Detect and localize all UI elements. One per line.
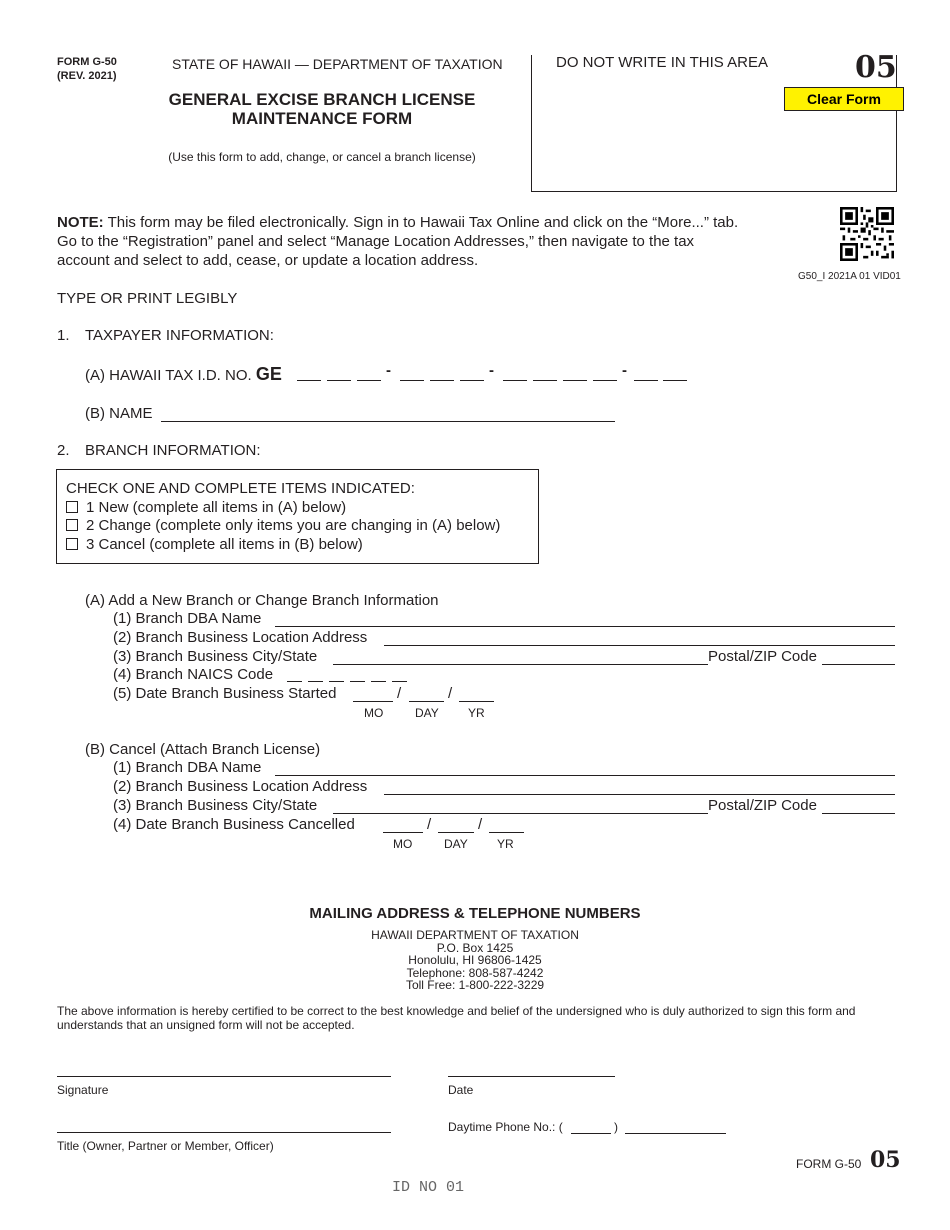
partB-date-label: (4) Date Branch Business Cancelled [113, 816, 355, 833]
partA-address-label: (2) Branch Business Location Address [113, 629, 368, 646]
option-new-label: 1 New (complete all items in (A) below) [86, 499, 347, 516]
qr-code-caption: G50_I 2021A 01 VID01 [798, 271, 901, 282]
partA-address-input[interactable] [384, 645, 895, 646]
partA-date-slash-2: / [448, 685, 453, 702]
type-or-print: TYPE OR PRINT LEGIBLY [57, 290, 238, 307]
partB-dba-input[interactable] [275, 775, 895, 776]
signature-input[interactable] [57, 1076, 391, 1077]
mailing-address [275, 929, 675, 992]
partA-mo-label: MO [364, 706, 384, 720]
partA-date-label: (5) Date Branch Business Started [113, 685, 337, 702]
partB-date-slash-2: / [478, 816, 483, 833]
partB-day-label: DAY [444, 837, 468, 851]
partA-dba-input[interactable] [275, 626, 895, 627]
partB-mo-label: MO [393, 837, 413, 851]
do-not-write-label: DO NOT WRITE IN THIS AREA [556, 54, 768, 71]
partA-postal-input[interactable] [822, 664, 895, 665]
note-text-1: This form may be filed electronically. Sign in to Hawaii Tax Online and click on the “More...” tab. [107, 214, 739, 231]
partB-dba-label: (1) Branch DBA Name [113, 759, 262, 776]
title-input[interactable] [57, 1132, 391, 1133]
mailing-line-pobox: P.O. Box 1425 [436, 940, 514, 955]
partA-dba-label: (1) Branch DBA Name [113, 610, 262, 627]
partB-postal-label: Postal/ZIP Code [708, 797, 817, 814]
section2-number: 2. [57, 442, 70, 459]
mailing-line-city: Honolulu, HI 96806-1425 [408, 953, 542, 967]
tax-id-input[interactable] [297, 364, 697, 386]
section1-number: 1. [57, 327, 70, 344]
tax-id-row [85, 364, 282, 385]
tax-id-prefix: GE [255, 364, 282, 384]
phone-label: Daytime Phone No.: ( [448, 1120, 563, 1134]
date-input[interactable] [448, 1076, 615, 1077]
footer-form-label: FORM G-50 [796, 1157, 862, 1171]
tax-id-dash-3: - [622, 362, 627, 379]
mailing-line-dept: HAWAII DEPARTMENT OF TAXATION [371, 928, 579, 942]
option-change-label: 2 Change (complete only items you are changing in (A) below) [86, 517, 501, 534]
partB-date-slash-1: / [427, 816, 432, 833]
clear-form-button[interactable]: Clear Form [784, 87, 904, 111]
note-line2: Go to the “Registration” panel and select “Manage Location Addresses,” then navigate to the tax [57, 233, 695, 250]
agency-name: STATE OF HAWAII — DEPARTMENT OF TAXATION [172, 56, 503, 72]
qr-code-icon [840, 207, 894, 261]
certification-line2: understands that an unsigned form will not be accepted. [57, 1018, 355, 1032]
phone-paren-close: ) [614, 1120, 618, 1134]
form-number-top: 05 [855, 50, 897, 85]
partA-naics-label: (4) Branch NAICS Code [113, 666, 274, 683]
option-change-checkbox[interactable] [66, 519, 78, 531]
partA-date-month[interactable] [353, 701, 393, 702]
name-label: (B) NAME [85, 405, 153, 422]
form-id: FORM G-50 [57, 56, 117, 68]
signature-label: Signature [57, 1083, 109, 1097]
date-label: Date [448, 1083, 474, 1097]
partB-city-input[interactable] [333, 813, 708, 814]
partB-date-year[interactable] [489, 832, 524, 833]
partA-date-day[interactable] [409, 701, 444, 702]
partA-date-slash-1: / [397, 685, 402, 702]
partB-city-label: (3) Branch Business City/State [113, 797, 318, 814]
phone-area-code-input[interactable] [571, 1133, 611, 1134]
certification-line1: The above information is hereby certified to be correct to the best knowledge and belief of the undersigned who is duly authorized to sign this form and [57, 1004, 856, 1018]
mailing-line-phone: Telephone: 808-587-4242 [406, 965, 544, 980]
tax-id-label: (A) HAWAII TAX I.D. NO. [85, 367, 252, 384]
partB-date-day[interactable] [438, 832, 474, 833]
partB-address-input[interactable] [384, 794, 895, 795]
partB-address-label: (2) Branch Business Location Address [113, 778, 368, 795]
do-not-write-area [531, 55, 897, 192]
option-new[interactable] [66, 499, 346, 516]
section1-heading: TAXPAYER INFORMATION: [85, 327, 274, 344]
partA-postal-label: Postal/ZIP Code [708, 648, 817, 665]
partA-city-input[interactable] [333, 664, 708, 665]
form-title-line1: GENERAL EXCISE BRANCH LICENSE [168, 90, 476, 109]
partA-yr-label: YR [468, 706, 485, 720]
form-subtitle: (Use this form to add, change, or cancel a branch license) [168, 150, 476, 164]
note-line3: account and select to add, cease, or update a location address. [57, 252, 479, 269]
form-title-line2: MAINTENANCE FORM [231, 109, 413, 128]
form-revision: (REV. 2021) [57, 70, 117, 82]
option-cancel-label: 3 Cancel (complete all items in (B) below) [86, 536, 363, 553]
check-one-heading: CHECK ONE AND COMPLETE ITEMS INDICATED: [66, 480, 415, 497]
partB-yr-label: YR [497, 837, 514, 851]
section2-heading: BRANCH INFORMATION: [85, 442, 261, 459]
mailing-heading: MAILING ADDRESS & TELEPHONE NUMBERS [309, 905, 641, 922]
note-label: NOTE: [57, 214, 104, 231]
partB-date-month[interactable] [383, 832, 423, 833]
mailing-line-tollfree: Toll Free: 1-800-222-3229 [405, 978, 545, 992]
id-number: ID NO 01 [392, 1179, 465, 1196]
tax-id-dash-1: - [386, 362, 391, 379]
title-label: Title (Owner, Partner or Member, Officer) [57, 1139, 274, 1153]
option-change[interactable] [66, 517, 500, 534]
partA-naics-input[interactable] [287, 666, 417, 684]
phone-number-input[interactable] [625, 1133, 726, 1134]
tax-id-dash-2: - [489, 362, 494, 379]
option-new-checkbox[interactable] [66, 501, 78, 513]
name-input[interactable] [161, 421, 615, 422]
option-cancel-checkbox[interactable] [66, 538, 78, 550]
partA-date-year[interactable] [459, 701, 494, 702]
option-cancel[interactable] [66, 536, 363, 553]
note-line1 [57, 214, 738, 231]
partA-day-label: DAY [415, 706, 439, 720]
partB-postal-input[interactable] [822, 813, 895, 814]
partB-heading: (B) Cancel (Attach Branch License) [85, 741, 321, 758]
footer-form-number: 05 [870, 1147, 901, 1173]
partA-heading: (A) Add a New Branch or Change Branch Information [85, 592, 439, 609]
partA-city-label: (3) Branch Business City/State [113, 648, 318, 665]
